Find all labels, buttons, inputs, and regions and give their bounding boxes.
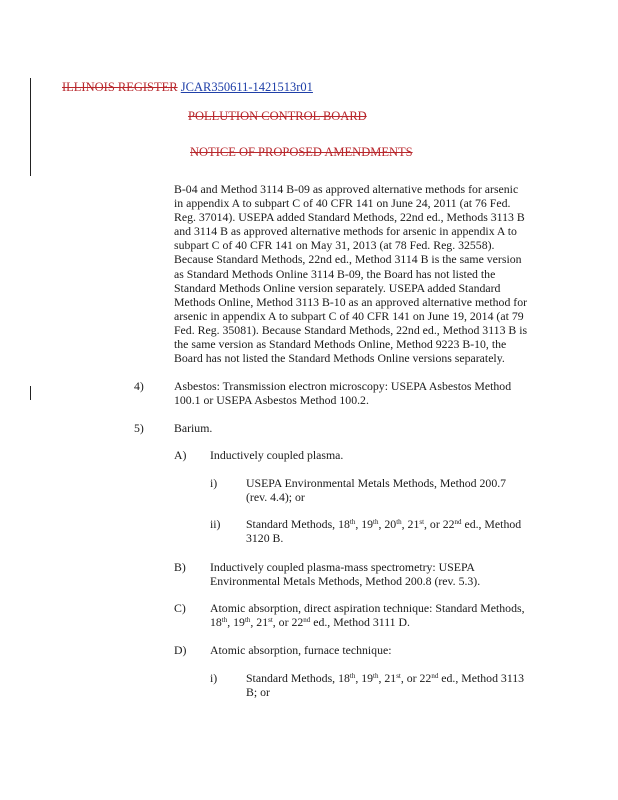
subB-line2: Environmental Metals Methods, Method 200.8 (rev. 5.3). (210, 574, 481, 589)
subA-letter: A) (174, 448, 187, 462)
superscript: nd (303, 616, 311, 625)
change-bar-header (30, 78, 31, 176)
para-line: as Standard Methods Online 3114 B-09, the Board has not listed the (174, 266, 496, 281)
text-run: , 19 (355, 671, 374, 685)
text-run: , 20 (378, 517, 397, 531)
register-inserted-text: JCAR350611-1421513r01 (180, 80, 313, 94)
subC-text (210, 601, 550, 629)
subC-line2 (210, 615, 550, 629)
text-run: , 19 (355, 517, 374, 531)
register-header (62, 80, 313, 95)
item5-number: 5) (134, 421, 144, 435)
text-run: , 21 (378, 671, 397, 685)
subD-text: Atomic absorption, furnace technique: (210, 643, 392, 657)
item4-line1: Asbestos: Transmission electron microscopy: USEPA Asbestos Method (174, 379, 512, 393)
subB-line1: Inductively coupled plasma-mass spectrometry: USEPA (210, 560, 475, 574)
para-line: the same version as Standard Methods Online, Method 9223 B-10, the (174, 337, 507, 352)
text-run: ed., Method 3111 D. (313, 615, 410, 630)
subA-i-number: i) (210, 476, 218, 490)
superscript: nd (431, 672, 439, 680)
para-line: Standard Methods Online version separately. USEPA added Standard (174, 280, 501, 295)
subA-i-text (246, 476, 546, 504)
subD-i-line2: B; or (246, 685, 270, 700)
item4-text (174, 379, 544, 407)
superscript: th (396, 518, 402, 526)
text-run: ed., Method (464, 517, 522, 531)
text-run: , or 22 (400, 671, 432, 685)
superscript: th (373, 672, 379, 680)
subC-line1: Atomic absorption, direct aspiration technique: Standard Methods, (210, 601, 525, 615)
item4-number: 4) (134, 379, 144, 393)
subA-i-line1: USEPA Environmental Metals Methods, Method 200.7 (246, 476, 507, 490)
text-run: Standard Methods, 18 (246, 517, 350, 531)
subA-text: Inductively coupled plasma. (210, 448, 344, 462)
para-line: in appendix A to subpart C of 40 CFR 141 on June 24, 2011 (at 76 Fed. (174, 196, 511, 211)
item4-line2: 100.1 or USEPA Asbestos Method 100.2. (174, 393, 369, 408)
text-run: ed., Method 3113 (441, 671, 525, 685)
subD-i-number: i) (210, 671, 218, 685)
text-run: 18 (210, 615, 222, 630)
superscript: nd (454, 518, 462, 526)
intro-paragraph (174, 182, 534, 365)
para-line: Methods Online, Method 3113 B-10 as an approved alternative method for (174, 294, 528, 309)
subD-i-text (246, 671, 546, 699)
para-line: and 3114 B as approved alternative methods for arsenic in appendix A to (174, 224, 517, 239)
subB-letter: B) (174, 560, 186, 574)
subA-ii-line1: Standard Methods, 18th, 19th, 20th, 21st, or 22nd ed., Method (246, 517, 522, 531)
text-run: Standard Methods, 18 (246, 671, 350, 685)
text-run: , 21 (401, 517, 420, 531)
notice-title: NOTICE OF PROPOSED AMENDMENTS (190, 145, 413, 159)
text-run: , or 22 (272, 615, 304, 630)
text-run: , or 22 (424, 517, 455, 531)
subA-ii-text (246, 517, 546, 545)
superscript: th (373, 518, 379, 526)
para-line: subpart C of 40 CFR 141 on May 31, 2013 (at 78 Fed. Reg. 32558). (174, 238, 495, 253)
subA-i-line2: (rev. 4.4); or (246, 490, 305, 505)
superscript: th (349, 672, 356, 680)
para-line: B-04 and Method 3114 B-09 as approved alternative methods for arsenic (174, 182, 519, 196)
subA-ii-line2: 3120 B. (246, 531, 284, 546)
item5-title: Barium. (174, 421, 213, 435)
text-run: , 19 (227, 615, 245, 630)
superscript: th (349, 518, 356, 526)
para-line: Reg. 37014). USEPA added Standard Methods, 22nd ed., Methods 3113 B (174, 210, 525, 225)
subC-letter: C) (174, 601, 186, 615)
superscript: th (244, 616, 251, 625)
superscript: st (268, 616, 273, 625)
para-line: Board has not listed the Standard Methods Online versions separately. (174, 351, 505, 366)
para-line: Because Standard Methods, 22nd ed., Method 3114 B is the same version (174, 252, 522, 267)
superscript: st (396, 672, 401, 680)
subB-text (210, 560, 550, 588)
register-struck-text: ILLINOIS REGISTER (62, 80, 178, 94)
board-title: POLLUTION CONTROL BOARD (188, 109, 367, 123)
change-bar-item4 (30, 386, 31, 400)
para-line: arsenic in appendix A to subpart C of 40 CFR 141 on June 19, 2014 (at 79 (174, 308, 524, 323)
subD-letter: D) (174, 643, 187, 657)
para-line: Fed. Reg. 35081). Because Standard Methods, 22nd ed., Method 3113 B is (174, 322, 528, 337)
subD-i-line1 (246, 671, 546, 685)
subA-ii-number: ii) (210, 517, 221, 531)
text-run: , 21 (250, 615, 269, 630)
superscript: th (221, 616, 228, 625)
